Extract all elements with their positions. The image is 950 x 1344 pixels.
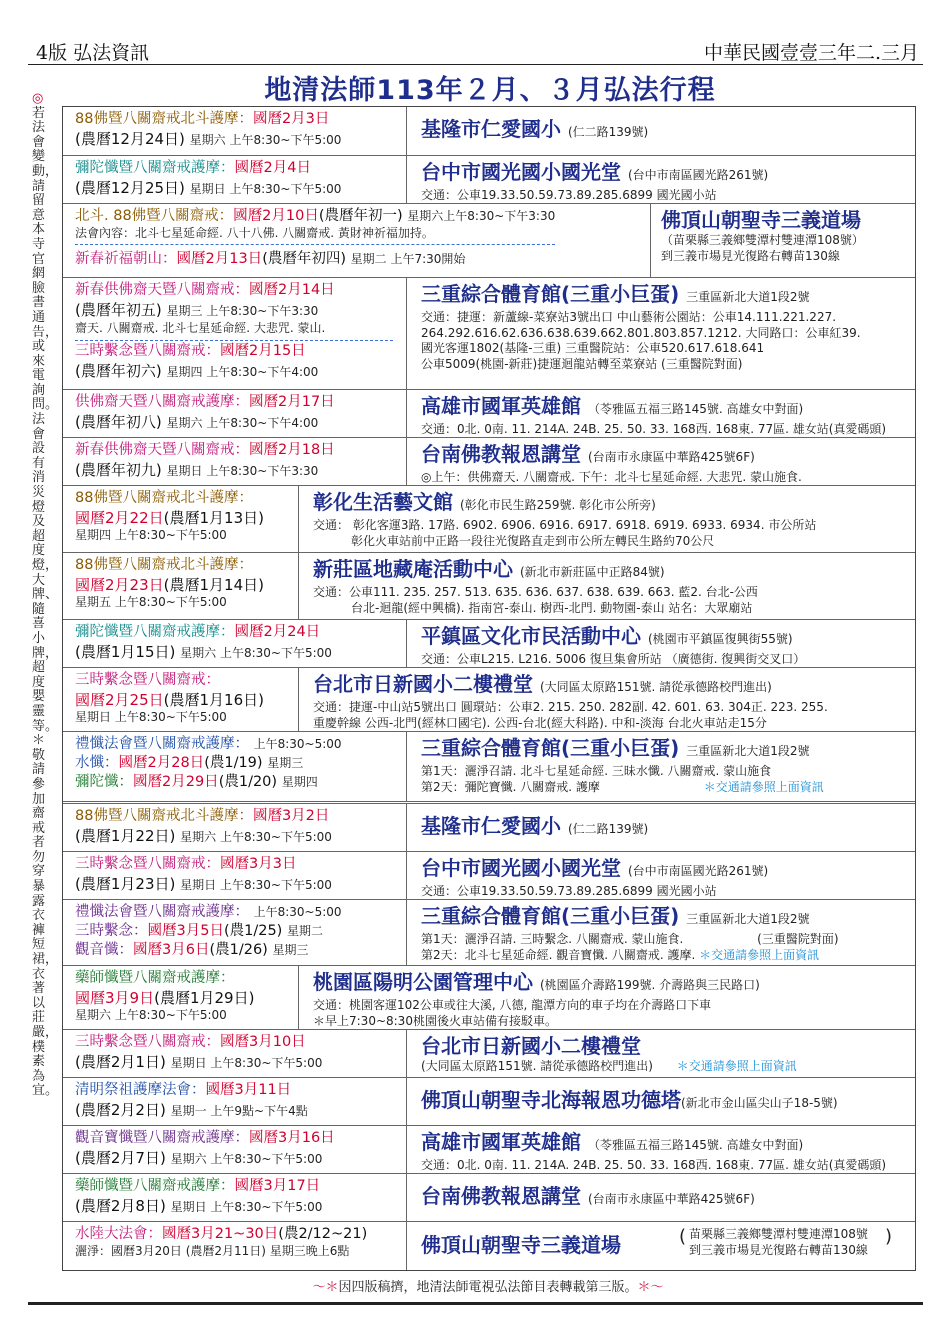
- event-cell: 禮懺法會暨八關齋戒護摩： 上午8:30~5:00 三時繫念：國曆3月5日(農1/25) 星期二 觀音懺：國曆3月6日(農1/26) 星期三: [63, 900, 407, 965]
- issue-label: 4版 弘法資訊: [36, 42, 150, 64]
- event-cell: 新春供佛齋天暨八關齋戒：國曆2月14日 (農曆年初五) 星期三 上午8:30~下午3:30 齋天. 八關齋戒. 北斗七星延命經. 大悲咒. 蒙山. 三時繫念暨八關齋戒：國曆2月15日 (農曆年初六) 星期四 上午8:30~下午4:00: [63, 278, 407, 389]
- table-row: [63, 619, 915, 667]
- table-row: [63, 437, 915, 485]
- table-row: [63, 485, 915, 552]
- venue-cell: 台北市日新國小二樓禮堂 (大同區太原路151號. 請從承德路校門進出) ＊交通請參照上面資訊: [421, 1034, 797, 1073]
- event-cell: 清明祭祖護摩法會：國曆3月11日 (農曆2月2日) 星期一 上午9點~下午4點: [63, 1078, 407, 1125]
- table-row: [63, 107, 915, 155]
- venue-cell: 台南佛教報恩講堂 (台南市永康區中華路425號6F): [421, 1184, 755, 1208]
- venue-cell: 台北市日新國小二樓禮堂 (大同區太原路151號. 請從承德路校門進出) 交通：捷運-中山站5號出口 圓環站：公車2. 215. 250. 282副. 42. 601. 63. 304正. 223. 255. 重慶幹線 公西-北門(經林口國宅). 公西-台北(經大科路). 中和-淡海 台北火車站走15分: [313, 672, 828, 730]
- venue-cell: 桃園區陽明公園管理中心 (桃園區介壽路199號. 介壽路與三民路口) 交通：桃園客運102公車或往大溪, 八德, 龍潭方向的車子均在介壽路口下車 ＊早上7:30~8:30桃園後火車站備有接駁車。: [313, 970, 760, 1028]
- event-cell: 三時繫念暨八關齋戒：國曆3月3日 (農曆1月23日) 星期日 上午8:30~下午5:00: [63, 852, 407, 899]
- divider: [75, 340, 393, 341]
- event-cell: 供佛齋天暨八關齋戒護摩：國曆2月17日 (農曆年初八) 星期六 上午8:30~下午4:00: [63, 390, 407, 437]
- venue-cell: 台南佛教報恩講堂 (台南市永康區中華路425號6F) ◎上午：供佛齋天. 八關齋戒. 下午：北斗七星延命經. 大悲咒. 蒙山施食.: [421, 442, 802, 484]
- bracket-left: (: [679, 1226, 687, 1247]
- event-cell: 新春供佛齋天暨八關齋戒：國曆2月18日 (農曆年初九) 星期日 上午8:30~下午3:30: [63, 438, 407, 485]
- table-row: [63, 203, 915, 277]
- venue-cell: 平鎮區文化市民活動中心 (桃園市平鎮區復興街55號) 交通：公車L215. L216. 5006 復旦集會所站 （廣德街. 復興街交叉口）: [421, 624, 806, 666]
- venue-cell: 三重綜合體育館(三重小巨蛋) 三重區新北大道1段2號 第1天：灑淨召請. 北斗七星延命經. 三昧水懺. 八關齋戒. 蒙山施食 第2天：彌陀寶懺. 八關齋戒. 護摩 ＊交通請參照上面資訊: [421, 736, 824, 794]
- venue-cell: 三重綜合體育館(三重小巨蛋) 三重區新北大道1段2號 第1天：灑淨召請. 三時繫念. 八關齋戒. 蒙山施食. (三重醫院對面) 第2天：北斗七星延命經. 觀音寶懺. 八關齋戒. 護摩. ＊交通請參照上面資訊: [421, 904, 839, 962]
- bottom-rule: [28, 1302, 923, 1305]
- venue-cell: 基隆市仁愛國小 (仁二路139號): [421, 117, 649, 141]
- event-cell: 88佛暨八關齋戒北斗護摩：國曆2月3日 (農曆12月24日) 星期六 上午8:30~下午5:00: [63, 107, 407, 155]
- table-row: [63, 155, 915, 203]
- venue-cell: 高雄市國軍英雄館 （苓雅區五福三路145號. 高雄女中對面) 交通：0北. 0南. 11. 214A. 24B. 25. 50. 33. 168西. 168東. 77區. 雄女站(真愛碼頭): [421, 394, 887, 436]
- page-title: 地清法師113年２月、３月弘法行程: [264, 75, 716, 106]
- page-header: [28, 38, 923, 65]
- event-cell: 三時繫念暨八關齋戒： 國曆2月25日(農曆1月16日) 星期日 上午8:30~下午5:00: [63, 668, 299, 731]
- venue-cell: 基隆市仁愛國小 (仁二路139號): [421, 814, 649, 838]
- venue-cell: 彰化生活藝文館 (彰化市民生路259號. 彰化市公所旁) 交通： 彰化客運3路. 17路. 6902. 6906. 6916. 6917. 6918. 6919. 6933. 6934. 市公所站 彰化火車站前中正路一段往光復路直走到市公所左轉民生路約70公尺: [313, 490, 817, 548]
- event-cell: 彌陀懺暨八關齋戒護摩：國曆2月4日 (農曆12月25日) 星期日 上午8:30~下午5:00: [63, 156, 407, 203]
- table-row: [63, 1125, 915, 1173]
- event-cell: 禮懺法會暨八關齋戒護摩： 上午8:30~5:00 水懺：國曆2月28日(農1/19) 星期三 彌陀懺：國曆2月29日(農1/20) 星期四: [63, 732, 407, 801]
- table-row: [63, 851, 915, 899]
- table-row: [63, 552, 915, 619]
- table-row: [63, 731, 915, 801]
- table-row: [63, 1173, 915, 1221]
- issue-date: 中華民國壹壹三年二.三月: [703, 42, 919, 64]
- event-cell: 彌陀懺暨八關齋戒護摩：國曆2月24日 (農曆1月15日) 星期六 上午8:30~下午5:00: [63, 620, 407, 667]
- bracket-right: ): [885, 1226, 893, 1247]
- event-cell: 水陸大法會：國曆3月21~30日(農2/12~21) 灑淨：國曆3月20日 (農曆2月11日) 星期三晚上6點: [63, 1222, 407, 1270]
- table-row: [63, 1077, 915, 1125]
- venue-cell: 新莊區地藏庵活動中心 (新北市新莊區中正路84號) 交通：公車111. 235. 257. 513. 635. 636. 637. 638. 639. 663. 藍2. 台北-公西 台北-迴龍(經中興橋). 指南宮-泰山. 樹西-北門. 動物園-泰山 站名：大眾廟站: [313, 557, 758, 615]
- venue-cell: 高雄市國軍英雄館 （苓雅區五福三路145號. 高雄女中對面) 交通：0北. 0南. 11. 214A. 24B. 25. 50. 33. 168西. 168東. 77區. 雄女站(真愛碼頭): [421, 1130, 887, 1172]
- schedule-table: [62, 106, 916, 1271]
- venue-cell: 佛頂山朝聖寺北海報恩功德塔(新北市金山區尖山子18-5號): [421, 1088, 838, 1112]
- event-cell: 觀音寶懺暨八關齋戒護摩：國曆3月16日 (農曆2月7日) 星期六 上午8:30~下午5:00: [63, 1126, 407, 1173]
- table-row: [63, 389, 915, 437]
- side-note: ◎若法會變動，請留意本寺官網臉書通告，或來電詢問。法會設有消災燈及超度燈，大牌、隨喜小牌，超度嬰靈等。＊敬請參加齋戒者勿穿暴露衣褲短裙，衣著以莊嚴，樸素為宜。: [32, 91, 59, 1099]
- venue-cell: 三重綜合體育館(三重小巨蛋) 三重區新北大道1段2號 交通：捷運：新蘆線-菜寮站3號出口 中山藝術公園站：公車14.111.221.227. 264.292.616.62.636.638.639.662.801.803.857.1212. 大同路口：公車紅39. 國光客運1802(基隆-三重) 三重醫院站：公車520.617.618.641 公車5009(桃園-新莊)捷運迴龍站轉至菜寮站 (三重醫院對面): [421, 282, 861, 371]
- event-cell: 三時繫念暨八關齋戒：國曆3月10日 (農曆2月1日) 星期日 上午8:30~下午5:00: [63, 1030, 407, 1077]
- event-cell: 藥師懺暨八關齋戒護摩： 國曆3月9日(農曆1月29日) 星期六 上午8:30~下午5:00: [63, 966, 299, 1029]
- table-row: [63, 667, 915, 731]
- venue-cell: 台中市國光國小國光堂 (台中市南區國光路261號) 交通：公車19.33.50.59.73.89.285.6899 國光國小站: [421, 856, 769, 898]
- divider: [75, 244, 555, 245]
- venue-cell: 台中市國光國小國光堂 (台中市南區國光路261號) 交通：公車19.33.50.59.73.89.285.6899 國光國小站: [421, 160, 769, 202]
- table-row: [63, 1221, 915, 1270]
- event-cell: 藥師懺暨八關齋戒護摩：國曆3月17日 (農曆2月8日) 星期日 上午8:30~下午5:00: [63, 1174, 407, 1221]
- venue-cell: 佛頂山朝聖寺三義道場 ( 苗栗縣三義鄉雙潭村雙連潭108號 到三義市場見光復路右轉苗130線 ): [421, 1226, 893, 1257]
- table-row: [63, 277, 915, 389]
- venue-cell: 佛頂山朝聖寺三義道場 （苗栗縣三義鄉雙潭村雙連潭108號） 到三義市場見光復路右轉苗130線: [661, 208, 864, 263]
- event-cell: 88佛暨八關齋戒北斗護摩： 國曆2月22日(農曆1月13日) 星期四 上午8:30~下午5:00: [63, 486, 299, 552]
- table-row: [63, 899, 915, 965]
- table-row: [63, 965, 915, 1029]
- event-cell: 88佛暨八關齋戒北斗護摩： 國曆2月23日(農曆1月14日) 星期五 上午8:30~下午5:00: [63, 553, 299, 619]
- table-row: [63, 1029, 915, 1077]
- footer-note: ～＊因四版稿擠，地清法師電視弘法節目表轉載第三版。＊～: [312, 1280, 664, 1295]
- event-cell: 88佛暨八關齋戒北斗護摩：國曆3月2日 (農曆1月22日) 星期六 上午8:30~下午5:00: [63, 804, 407, 851]
- event-cell: 北斗. 88佛暨八關齋戒：國曆2月10日(農曆年初一) 星期六上午8:30~下午3:30 法會內容：北斗七星延命經. 八十八佛. 八關齋戒. 黃財神祈福加持。 新春祈福朝山：國曆2月13日(農曆年初四) 星期二 上午7:30開始: [63, 204, 651, 277]
- table-row: [63, 801, 915, 851]
